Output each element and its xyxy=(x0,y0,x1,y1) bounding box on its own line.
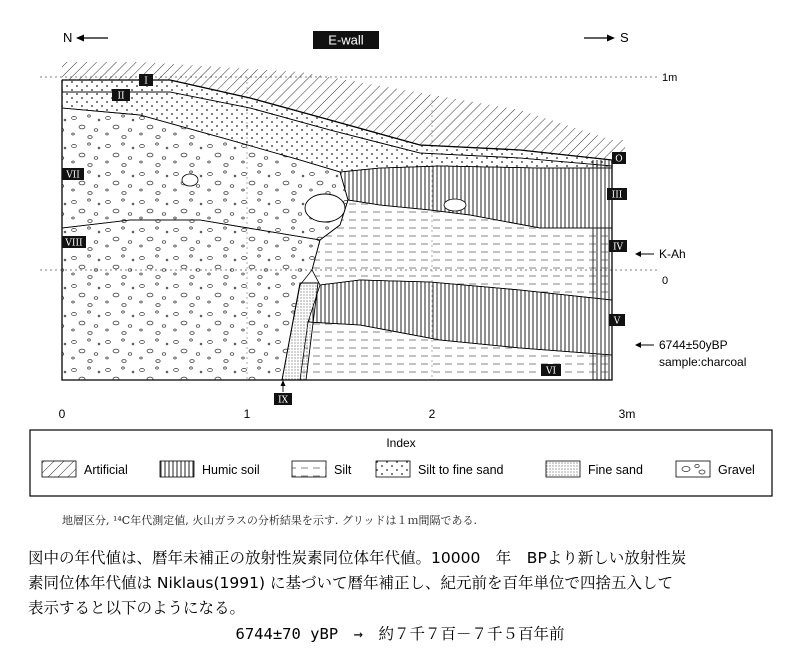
boulder xyxy=(444,199,466,211)
kah-annotation xyxy=(635,247,686,261)
sample-label: sample:charcoal xyxy=(659,355,747,369)
kah-label: K-Ah xyxy=(659,247,686,261)
svg-text:I: I xyxy=(144,76,148,87)
scale-1m-label: 1m xyxy=(662,72,678,84)
wall-title xyxy=(313,31,379,49)
layer-label-IV xyxy=(609,240,627,253)
legend-item-silt-fine-sand xyxy=(376,461,504,477)
layer-label-VII xyxy=(62,168,84,181)
svg-text:VI: VI xyxy=(545,366,557,377)
svg-text:III: III xyxy=(611,190,623,201)
layer-label-VI xyxy=(541,364,561,377)
south-label: S xyxy=(620,30,629,45)
calibration-formula: 6744±70 yBP → 約７千７百－７千５百年前 xyxy=(235,625,565,643)
x-tick-0: 0 xyxy=(58,407,66,421)
note-line-2: 素同位体年代値は Niklaus(1991) に基づいて暦年補正し、紀元前を百年単位で四捨五入して xyxy=(28,574,673,592)
legend-label-gravel: Gravel xyxy=(718,463,755,477)
note-line-3: 表示すると以下のようになる。 xyxy=(28,599,246,617)
layer-label-II xyxy=(112,89,130,102)
legend-item-silt xyxy=(292,461,352,477)
legend xyxy=(30,430,772,496)
svg-text:VIII: VIII xyxy=(65,238,83,249)
svg-text:IV: IV xyxy=(612,242,624,253)
legend-label-humic: Humic soil xyxy=(202,463,260,477)
legend-swatch-silt xyxy=(292,461,326,477)
svg-text:VII: VII xyxy=(66,170,80,181)
south-arrow xyxy=(584,30,629,45)
layer-label-III xyxy=(607,188,627,201)
layer-label-I xyxy=(139,74,153,87)
boulder xyxy=(182,174,198,186)
legend-swatch-artificial xyxy=(42,461,76,477)
svg-text:IX: IX xyxy=(278,395,288,406)
legend-label-silt-fine-sand: Silt to fine sand xyxy=(418,463,504,477)
layer-VIII-gravel xyxy=(62,220,320,380)
svg-text:II: II xyxy=(117,91,125,102)
north-label: N xyxy=(63,30,73,45)
legend-item-fine-sand xyxy=(546,461,643,477)
legend-label-fine-sand: Fine sand xyxy=(588,463,643,477)
scale-0-label: 0 xyxy=(662,275,669,287)
note-line-1: 図中の年代値は、暦年未補正の放射性炭素同位体年代値。10000 年 BPより新しい放射性炭 xyxy=(28,549,687,567)
layer-label-IX xyxy=(274,380,292,406)
legend-label-silt: Silt xyxy=(334,463,352,477)
svg-text:O: O xyxy=(615,154,623,165)
legend-swatch-humic xyxy=(160,461,194,477)
date-annotation xyxy=(635,338,746,369)
date-label: 6744±50yBP xyxy=(659,338,728,352)
legend-label-artificial: Artificial xyxy=(84,463,128,477)
x-tick-3: 3m xyxy=(618,407,636,421)
legend-swatch-fine-sand xyxy=(546,461,580,477)
wall-title-text: E-wall xyxy=(328,32,364,48)
x-tick-2: 2 xyxy=(428,407,436,421)
north-arrow xyxy=(63,30,108,45)
x-tick-1: 1 xyxy=(243,407,251,421)
figure-caption: 地層区分, ¹⁴C年代測定値, 火山ガラスの分析結果を示す. グリッドは１ｍ間隔である. xyxy=(62,514,477,527)
legend-item-artificial xyxy=(42,461,128,477)
legend-item-humic xyxy=(160,461,260,477)
layer-label-V xyxy=(609,314,625,327)
layer-label-O xyxy=(612,152,626,165)
boulder xyxy=(305,194,345,222)
explanatory-note xyxy=(28,546,780,621)
legend-swatch-silt-fine-sand xyxy=(376,461,410,477)
legend-title: Index xyxy=(386,436,416,450)
svg-text:V: V xyxy=(613,316,621,327)
legend-swatch-gravel xyxy=(676,461,710,477)
layer-label-VIII xyxy=(62,236,86,249)
